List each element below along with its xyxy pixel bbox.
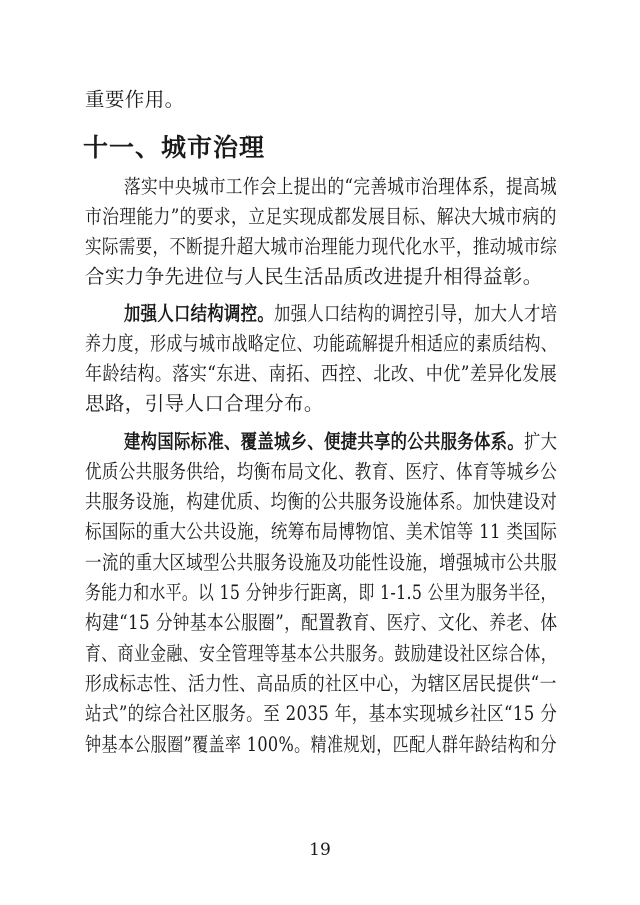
paragraph-text: 加强人口结构的调控引导，加大人才培 (274, 302, 558, 325)
paragraph-line: 实际需要，不断提升超大城市治理能力现代化水平，推动城市综 (85, 235, 558, 258)
paragraph-line: 构建“15 分钟基本公服圈”，配置教育、医疗、文化、养老、体 (85, 611, 558, 634)
paragraph-line: 标国际的重大公共设施，统筹布局博物馆、美术馆等 11 类国际 (85, 520, 558, 543)
paragraph-line: 共服务设施，构建优质、均衡的公共服务设施体系。加快建设对 (85, 490, 558, 513)
paragraph-line: 合实力争先进位与人民生活品质改进提升相得益彰。 (85, 265, 543, 288)
paragraph-text: 扩大 (523, 430, 558, 453)
paragraph-line: 钟基本公服圈”覆盖率 100%。精准规划，匹配人群年龄结构和分 (85, 733, 557, 756)
paragraph-line: 站式”的综合社区服务。至 2035 年，基本实现城乡社区“15 分 (85, 702, 558, 725)
section-heading: 十一、城市治理 (83, 133, 266, 162)
paragraph-line: 养力度，形成与城市战略定位、功能疏解提升相适应的素质结构、 (85, 332, 558, 355)
carry-over-line: 重要作用。 (85, 88, 185, 111)
paragraph-line: 年龄结构。落实“东进、南拓、西控、北改、中优”差异化发展 (85, 362, 558, 385)
paragraph-line: 市治理能力”的要求，立足实现成都发展目标、解决大城市病的 (85, 205, 557, 228)
paragraph-line: 一流的重大区域型公共服务设施及功能性设施，增强城市公共服 (85, 551, 558, 574)
paragraph-line (124, 302, 557, 326)
paragraph-lead: 建构国际标准、覆盖城乡、便捷共享的公共服务体系。 (124, 430, 524, 453)
paragraph-line: 落实中央城市工作会上提出的“完善城市治理体系，提高城 (124, 175, 557, 198)
paragraph-line: 形成标志性、活力性、高品质的社区中心，为辖区居民提供“一 (85, 672, 557, 695)
paragraph-lead: 加强人口结构调控。 (124, 302, 275, 325)
paragraph-line: 优质公共服务供给，均衡布局文化、教育、医疗、体育等城乡公 (85, 460, 558, 483)
paragraph-line: 思路，引导人口合理分布。 (85, 392, 324, 415)
paragraph-line (124, 430, 557, 454)
paragraph-line: 务能力和水平。以 15 分钟步行距离，即 1-1.5 公里为服务半径， (85, 581, 557, 604)
paragraph-line: 育、商业金融、安全管理等基本公共服务。鼓励建设社区综合体， (85, 642, 558, 665)
page-number: 19 (309, 840, 331, 860)
